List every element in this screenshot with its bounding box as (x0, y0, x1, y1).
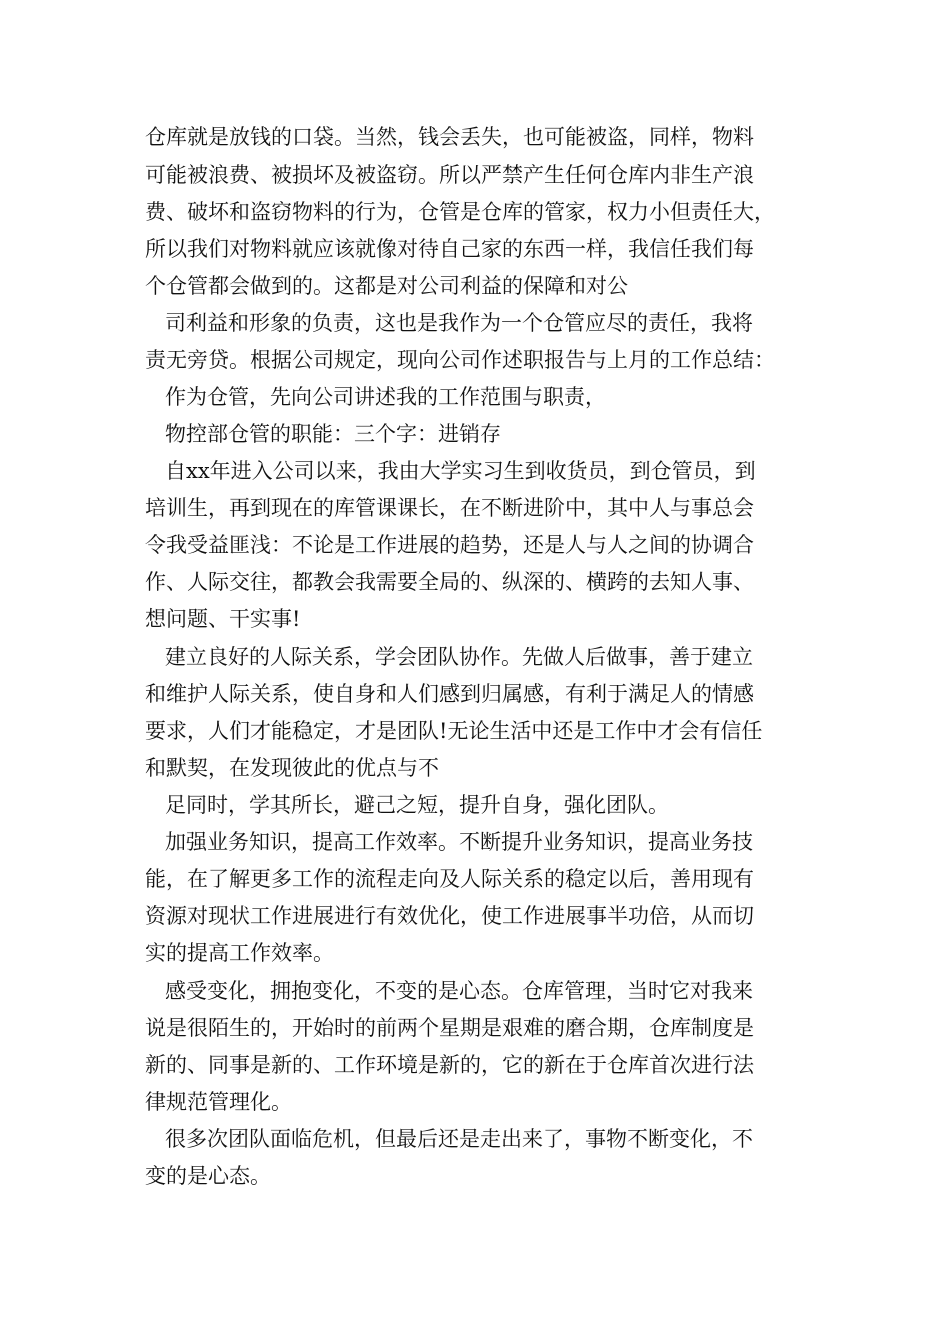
text-line: 变的是心态。 (145, 1164, 271, 1188)
text-line: 自xx年进入公司以来，我由大学实习生到收货员，到仓管员，到 (165, 459, 756, 483)
text-line: 能，在了解更多工作的流程走向及人际关系的稳定以后，善用现有 (145, 867, 754, 891)
text-line: 律规范管理化。 (145, 1090, 292, 1114)
text-line: 作为仓管，先向公司讲述我的工作范围与职责， (165, 385, 606, 409)
text-line: 和维护人际关系，使自身和人们感到归属感，有利于满足人的情感 (145, 682, 754, 706)
text-line: 仓库就是放钱的口袋。当然，钱会丢失，也可能被盗，同样，物料 (145, 125, 754, 149)
text-line: 感受变化，拥抱变化，不变的是心态。仓库管理，当时它对我来 (165, 979, 753, 1003)
text-line: 想问题、干实事! (145, 607, 301, 631)
text-line: 要求，人们才能稳定，才是团队!无论生活中还是工作中才会有信任 (145, 719, 763, 743)
text-line: 很多次团队面临危机，但最后还是走出来了，事物不断变化，不 (165, 1127, 753, 1151)
text-line: 新的、同事是新的、工作环境是新的，它的新在于仓库首次进行法 (145, 1053, 754, 1077)
text-line: 建立良好的人际关系，学会团队协作。先做人后做事，善于建立 (165, 645, 753, 669)
text-line: 作、人际交往，都教会我需要全局的、纵深的、横跨的去知人事、 (145, 570, 754, 594)
text-line: 费、破坏和盗窃物料的行为，仓管是仓库的管家，权力小但责任大， (145, 200, 775, 224)
text-line: 可能被浪费、被损坏及被盗窃。所以严禁产生任何仓库内非生产浪 (145, 163, 754, 187)
text-line: 令我受益匪浅：不论是工作进展的趋势，还是人与人之间的协调合 (145, 533, 754, 557)
text-line: 所以我们对物料就应该就像对待自己家的东西一样，我信任我们每 (145, 237, 754, 261)
text-line: 足同时，学其所长，避己之短，提升自身，强化团队。 (165, 793, 669, 817)
text-line: 资源对现状工作进展进行有效优化，使工作进展事半功倍，从而切 (145, 904, 754, 928)
text-line: 责无旁贷。根据公司规定，现向公司作述职报告与上月的工作总结： (145, 348, 775, 372)
text-line: 物控部仓管的职能：三个字：进销存 (165, 422, 501, 446)
text-line: 司利益和形象的负责，这也是我作为一个仓管应尽的责任，我将 (165, 311, 753, 335)
text-line: 实的提高工作效率。 (145, 941, 334, 965)
text-line: 说是很陌生的，开始时的前两个星期是艰难的磨合期，仓库制度是 (145, 1016, 754, 1040)
text-line: 个仓管都会做到的。这都是对公司利益的保障和对公 (145, 274, 628, 298)
text-line: 和默契，在发现彼此的优点与不 (145, 756, 439, 780)
text-line: 加强业务知识，提高工作效率。不断提升业务知识，提高业务技 (165, 830, 753, 854)
text-line: 培训生，再到现在的库管课课长，在不断进阶中，其中人与事总会 (145, 496, 754, 520)
